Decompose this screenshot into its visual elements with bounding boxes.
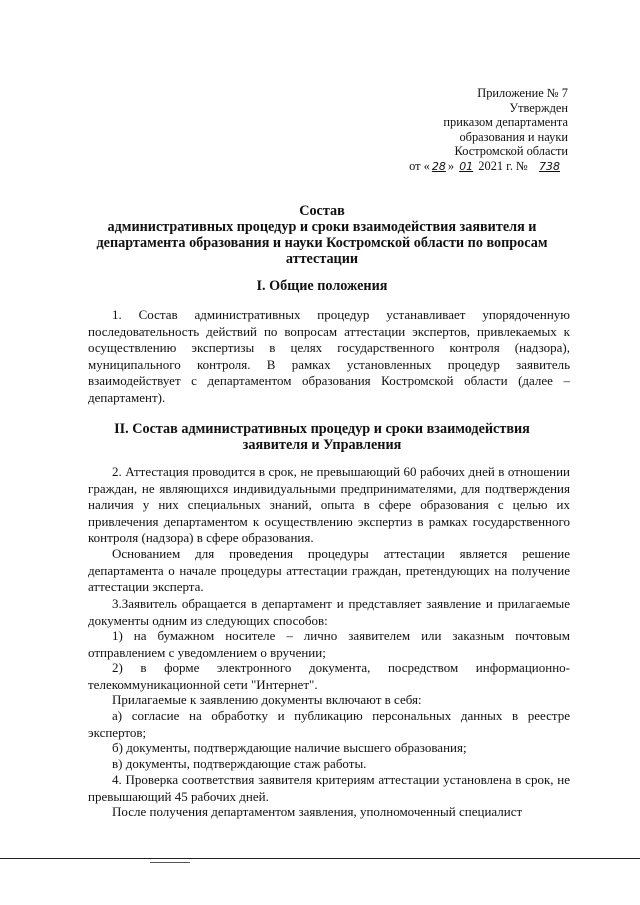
order-number: 738 [539,159,560,173]
paragraph-7: Прилагаемые к заявлению документы включают в себя: [112,692,422,707]
paragraph-12: После получения департаментом заявления, уполномоченный специалист [112,804,523,819]
title-line-2: административных процедур и сроки взаимодействия заявителя и [107,219,537,235]
paragraph-9: б) документы, подтверждающие наличие высшего образования; [112,740,467,755]
scan-artifact [150,862,190,863]
title-line-1: Состав [299,203,345,219]
date-mid: » [447,158,455,173]
approval-header [308,86,568,174]
paragraph-6: 2) в форме электронного документа, посредством информационно-телекоммуникационной сети "Интернет". [88,660,570,692]
paragraph-4: 3.Заявитель обращается в департамент и представляет заявление и прилагаемые документы одним из следующих способов: [88,596,570,628]
title-line-4: аттестации [285,251,359,267]
date-prefix: от « [409,158,430,173]
date-month: 01 [459,159,474,173]
region-label: Костромской области [454,144,568,158]
department-label: образования и науки [459,129,568,144]
approved-label: Утвержден [509,100,568,115]
section-2-heading-line-1: II. Состав административных процедур и сроки взаимодействия [114,421,530,437]
appendix-label: Приложение № 7 [477,86,568,100]
paragraph-11: 4. Проверка соответствия заявителя критериям аттестации установлена в срок, не превышающий 45 рабочих дней. [88,772,570,804]
paragraph-3: Основанием для проведения процедуры аттестации является решение департамента о начале процедуры аттестации граждан, претендующих на получение аттестации эксперта. [88,546,570,594]
section-2-heading [60,421,584,453]
page-bottom-edge [0,858,640,859]
paragraph-8: а) согласие на обработку и публикацию персональных данных в реестре экспертов; [88,708,570,740]
section-2-heading-line-2: заявителя и Управления [242,437,402,453]
title-line-3: департамента образования и науки Костромской области по вопросам [96,235,548,251]
paragraph-1: 1. Состав административных процедур устанавливает упорядоченную последовательность действий по вопросам аттестации экспертов, привлекаемых к осуществлению экспертизы в целях государственного контроля (надзора), муниципального контроля. В рамках установленных процедур заявитель взаимодействует с департаментом образования Костромской области (далее – департамент). [88,307,570,405]
date-year: 2021 г. № [478,158,528,173]
date-day: 28 [431,159,446,173]
paragraph-5: 1) на бумажном носителе – лично заявителем или заказным почтовым отправлением с уведомлением о вручении; [88,628,570,660]
order-label: приказом департамента [443,115,568,129]
order-date-line [308,159,568,175]
paragraph-10: в) документы, подтверждающие стаж работы. [112,756,367,771]
paragraph-2: 2. Аттестация проводится в срок, не превышающий 60 рабочих дней в отношении граждан, не являющихся индивидуальными предпринимателями, для подтверждения наличия у них специальных знаний, опыта в сфере образования с целью их привлечения департаментом к осуществлению экспертиз в рамках государственного контроля (надзора) в сфере образования. [88,464,570,545]
section-1-heading: I. Общие положения [256,278,388,294]
document-title [60,203,584,267]
